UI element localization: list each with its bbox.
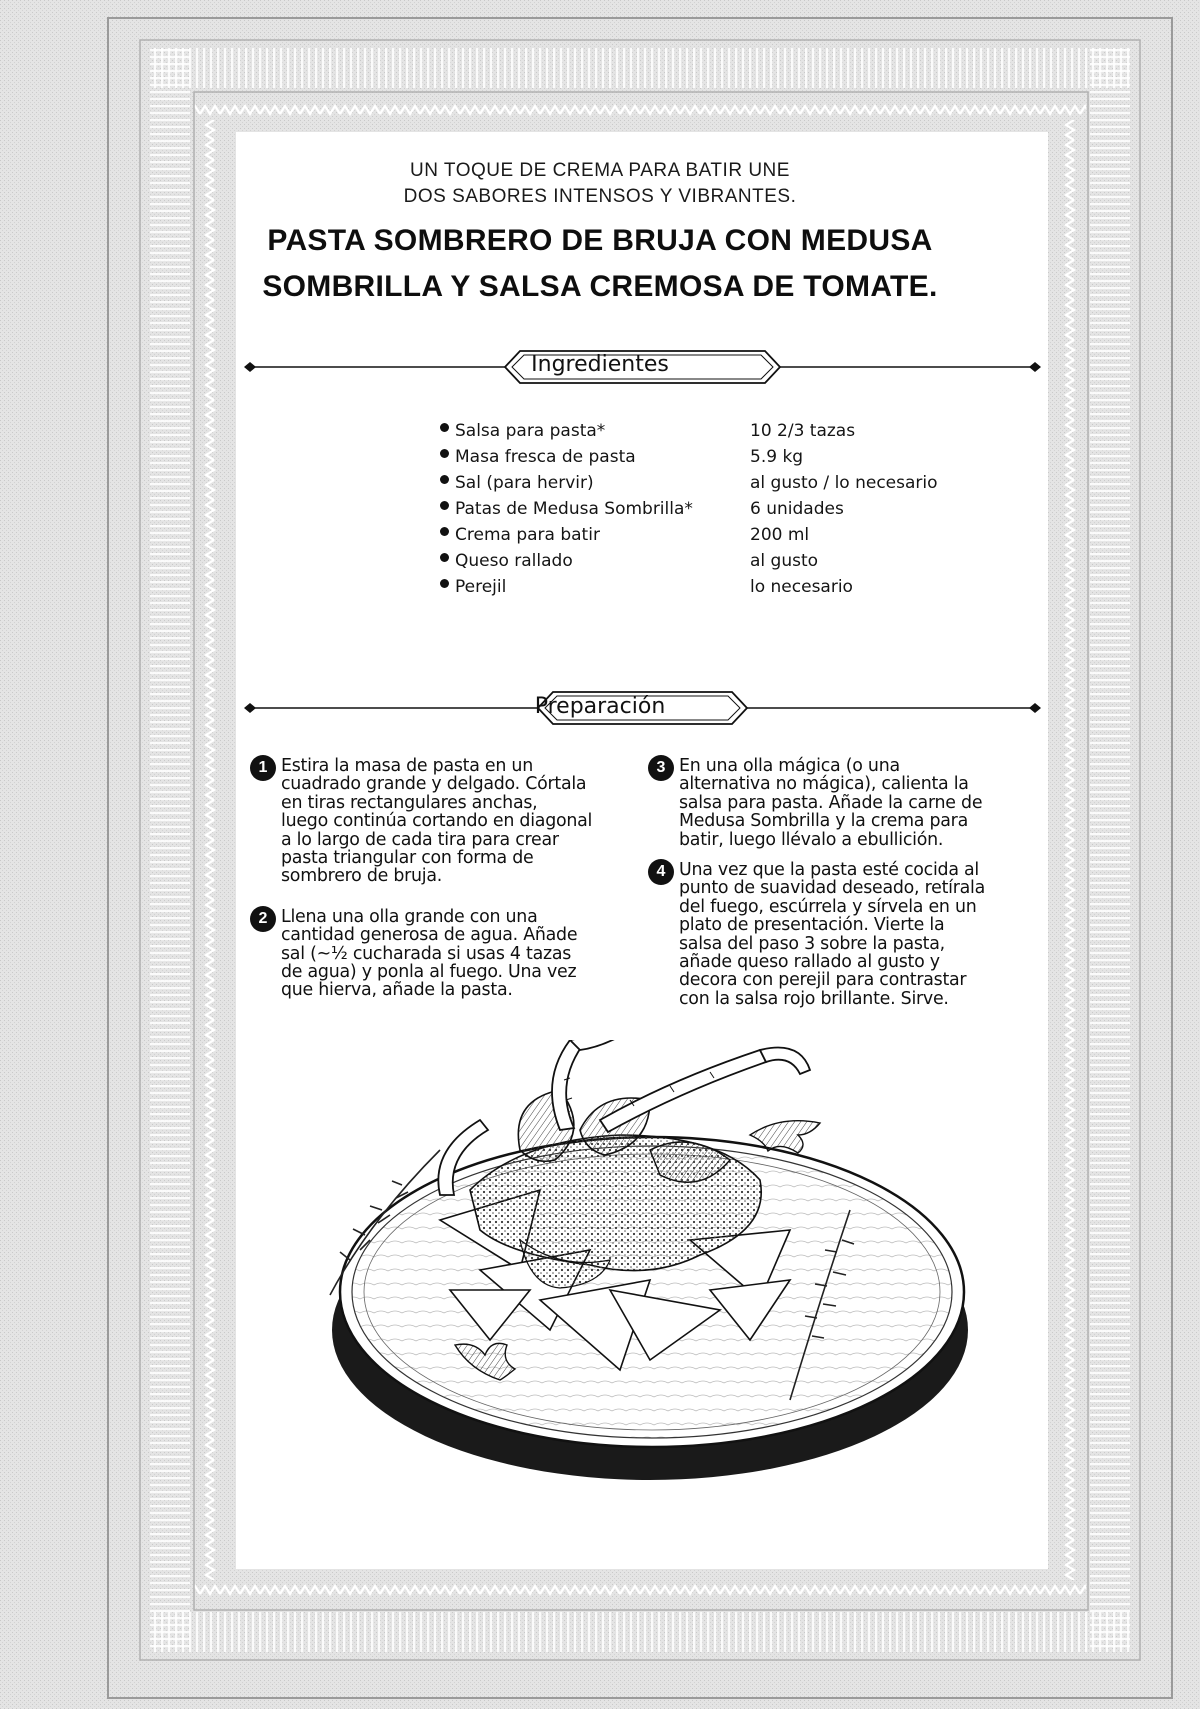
step-number-badge: 1 [250, 755, 276, 781]
step-4 [648, 861, 1018, 1008]
ingredient-qty: lo necesario [750, 577, 853, 597]
bullet-icon [440, 475, 449, 484]
title-line-2: SOMBRILLA Y SALSA CREMOSA DE TOMATE. [262, 270, 938, 303]
bullet-icon [440, 449, 449, 458]
ingredient-list [440, 418, 1000, 600]
bullet-icon [440, 501, 449, 510]
ingredient-qty: 6 unidades [750, 499, 844, 519]
ingredient-name: Patas de Medusa Sombrilla* [455, 499, 693, 519]
ingredient-name: Salsa para pasta* [455, 421, 606, 441]
recipe-title [0, 218, 1200, 310]
ingredient-name: Masa fresca de pasta [455, 447, 636, 467]
bullet-icon [440, 579, 449, 588]
step-2 [250, 908, 620, 1000]
ingredient-qty: 5.9 kg [750, 447, 804, 467]
list-item [440, 444, 1000, 470]
subtitle-line-2: DOS SABORES INTENSOS Y VIBRANTES. [403, 186, 797, 207]
step-text: Estira la masa de pasta en un cuadrado grande y delgado. Córtala en tiras rectangulares anchas, luego continúa cortando en diagonal a lo largo de cada tira para crear pasta triangular con forma de sombrero de bruja. [281, 756, 593, 887]
step-text: En una olla mágica (o una alternativa no mágica), calienta la salsa para pasta. Añade la carne de Medusa Sombrilla y la crema para batir, luego llévalo a ebullición. [679, 756, 983, 850]
ingredient-name: Perejil [455, 577, 507, 597]
ingredient-qty: 200 ml [750, 525, 810, 545]
ingredient-name: Crema para batir [455, 525, 600, 545]
title-line-1: PASTA SOMBRERO DE BRUJA CON MEDUSA [267, 224, 933, 257]
list-item [440, 496, 1000, 522]
steps-right-column [648, 757, 1018, 1030]
step-1 [250, 757, 620, 886]
bullet-icon [440, 423, 449, 432]
ingredient-name: Sal (para hervir) [455, 473, 594, 493]
bullet-icon [440, 553, 449, 562]
step-text: Una vez que la pasta esté cocida al punto de suavidad deseado, retírala del fuego, escúrrela y sírvela en un plato de presentación. Vierte la salsa del paso 3 sobre la pasta, añade queso rallado al gusto y decora con perejil para contrastar con la salsa rojo brillante. Sirve. [679, 860, 986, 1009]
bullet-icon [440, 527, 449, 536]
ingredient-qty: al gusto / lo necesario [750, 473, 938, 493]
step-number-badge: 3 [648, 755, 674, 781]
steps-left-column [250, 757, 620, 1022]
ingredient-qty: 10 2/3 tazas [750, 421, 856, 441]
preparation-heading: Preparación [534, 694, 666, 719]
step-text: Llena una olla grande con una cantidad generosa de agua. Añade sal (~½ cucharada si usas 4 tazas de agua) y ponla al fuego. Una vez que hierva, añade la pasta. [281, 906, 578, 1001]
step-3 [648, 757, 1018, 849]
ingredient-name: Queso rallado [455, 551, 573, 571]
list-item [440, 418, 1000, 444]
ingredient-qty: al gusto [750, 551, 819, 571]
list-item [440, 470, 1000, 496]
step-number-badge: 4 [648, 859, 674, 885]
list-item [440, 574, 1000, 600]
list-item [440, 522, 1000, 548]
list-item [440, 548, 1000, 574]
step-number-badge: 2 [250, 906, 276, 932]
recipe-subtitle [0, 158, 1200, 210]
ingredients-heading: Ingredientes [531, 352, 669, 377]
pasta-dish-illustration [290, 1040, 1010, 1510]
subtitle-line-1: UN TOQUE DE CREMA PARA BATIR UNE [410, 160, 790, 181]
